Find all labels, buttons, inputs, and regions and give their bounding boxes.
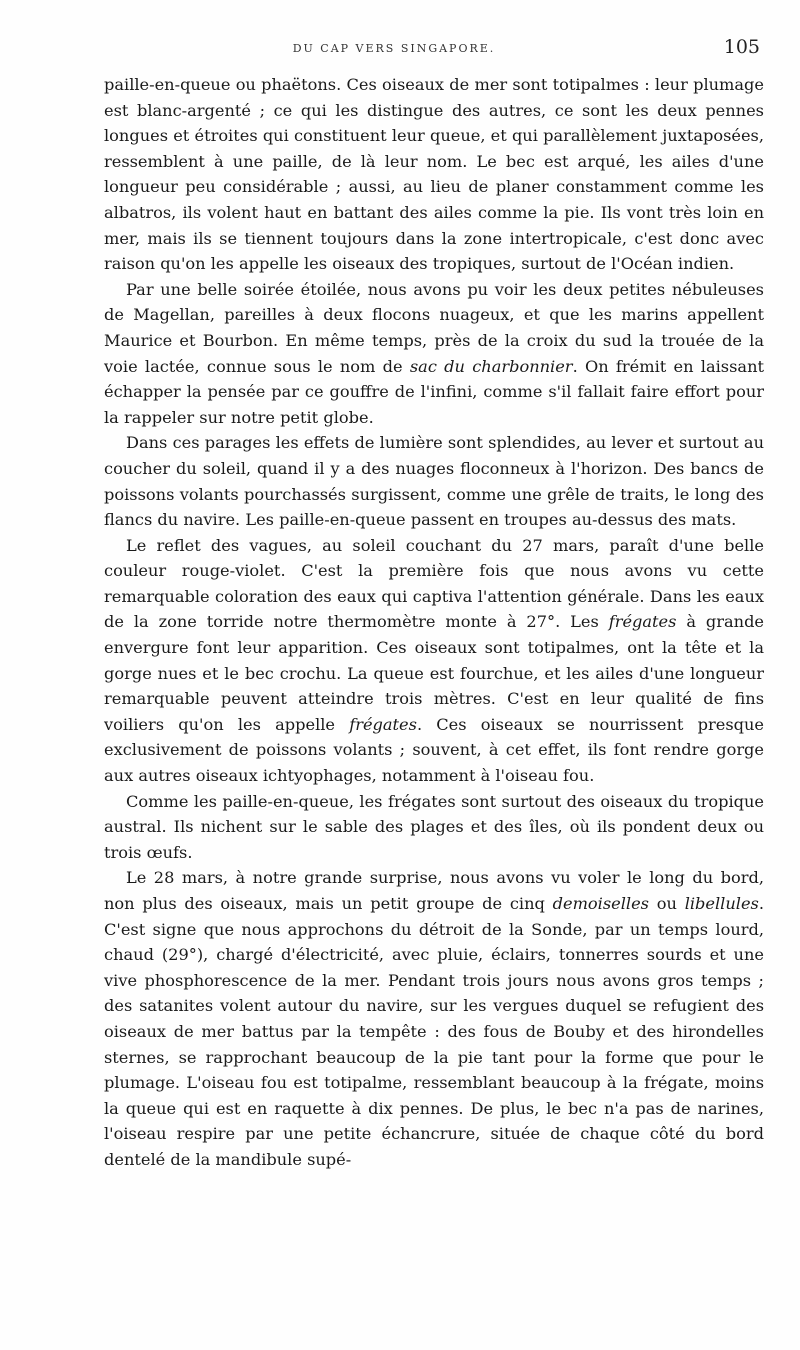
text-run: à grande envergure font leur apparition. Ces oiseaux sont totipalmes, ont la tête et la gorge nues et le bec crochu. La queue est fourchue, et les ailes d'une longueur remarquable peuvent atteindre trois mètres. C'est en leur qualité de fins voiliers qu'on les appelle xyxy=(104,612,765,734)
text-run: . On frémit en laissant échapper la pensée par ce gouffre de l'infini, comme s'il fallait faire effort pour la rappeler sur notre petit globe. xyxy=(104,356,765,427)
body-text xyxy=(104,72,764,1173)
italic-term: frégates xyxy=(608,612,677,632)
italic-term: sac du charbonnier xyxy=(409,356,573,376)
running-head: DU CAP VERS SINGAPORE. xyxy=(292,42,496,55)
paragraph xyxy=(104,430,764,532)
paragraph xyxy=(104,72,764,277)
paragraph xyxy=(104,789,764,866)
page-number: 105 xyxy=(723,36,760,58)
text-run: Dans ces parages les effets de lumière sont splendides, au lever et surtout au coucher du soleil, quand il y a des nuages floconneux à l'horizon. Des bancs de poissons volants pourchassés surgissent, comme une grêle de traits, le long des flancs du navire. Les paille-en-queue passent en troupes au-dessus des mats. xyxy=(104,433,764,530)
text-run: . C'est signe que nous approchons du détroit de la Sonde, par un temps lourd, chaud (29°), chargé d'électricité, avec pluie, éclairs, tonnerres sourds et une vive phosphorescence de la mer. Pendant trois jours nous avons gros temps ; des satanites volent autour du navire, sur les vergues duquel se refugient des oiseaux de mer battus par la tempête : des fous de Bouby et des hirondelles sternes, se rapprochant beaucoup de la pie tant pour la forme que pour le plumage. L'oiseau fou est totipalme, ressemblant beaucoup à la frégate, moins la queue qui est en raquette à dix pennes. De plus, le bec n'a pas de narines, l'oiseau respire par une petite échancrure, située de chaque côté du bord dentelé de la mandibule supé- xyxy=(104,894,764,1169)
italic-term: libellules xyxy=(684,894,759,913)
text-run: Comme les paille-en-queue, les frégates sont surtout des oiseaux du tropique austral. Ils nichent sur le sable des plages et des îles, où ils pondent deux ou trois œufs. xyxy=(104,791,764,862)
paragraph xyxy=(104,865,764,1172)
page-header xyxy=(104,36,764,66)
text-run: . Ces oiseaux se nourrissent presque exclusivement de poissons volants ; souvent, à cet effet, ils font rendre gorge aux autres oiseaux ichtyophages, notamment à l'oiseau fou. xyxy=(104,714,764,786)
text-run: Par une belle soirée étoilée, nous avons pu voir les deux petites nébuleuses de Magellan, pareilles à deux flocons nuageux, et que les marins appellent Maurice et Bourbon. En même temps, près de la croix du sud la trouée de la voie lactée, connue sous le nom de xyxy=(104,279,764,376)
text-run: Le 28 mars, à notre grande surprise, nous avons vu voler le long du bord, non plus des oiseaux, mais un petit groupe de cinq xyxy=(104,868,764,913)
italic-term: demoiselles xyxy=(552,894,649,913)
text-run: paille-en-queue ou phaëtons. Ces oiseaux de mer sont totipalmes : leur plumage est blanc-argenté ; ce qui les distingue des autres, ce sont les deux pennes longues et étroites qui constituent leur queue, et qui parallèlement juxtaposées, ressemblent à une paille, de là leur nom. Le bec est arqué, les ailes d'une longueur peu considérable ; aussi, au lieu de planer constamment comme les albatros, ils volent haut en battant des ailes comme la pie. Ils vont très loin en mer, mais ils se tiennent toujours dans la zone intertropicale, c'est donc avec raison qu'on les appelle les oiseaux des tropiques, surtout de l'Océan indien. xyxy=(104,75,764,274)
text-run: Le reflet des vagues, au soleil couchant du 27 mars, paraît d'une belle couleur rouge-violet. C'est la première fois que nous avons vu cette remarquable coloration des eaux qui captiva l'attention générale. Dans les eaux de la zone torride notre thermomètre monte à 27°. Les xyxy=(104,535,764,632)
paragraph xyxy=(104,277,764,431)
text-run: ou xyxy=(648,894,685,913)
paragraph xyxy=(104,533,764,789)
italic-term: frégates xyxy=(349,714,417,734)
